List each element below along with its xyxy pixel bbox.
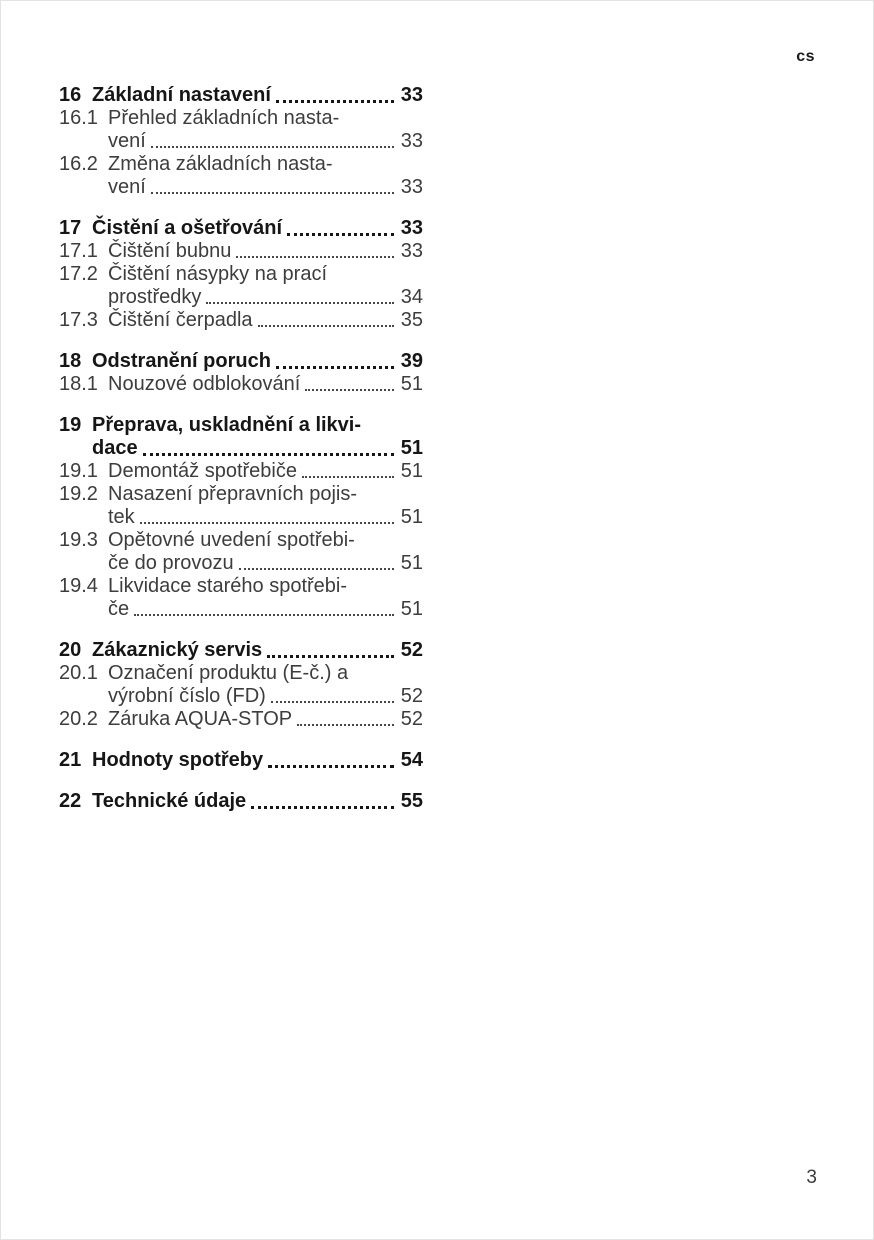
chapter-heading-content — [92, 350, 423, 373]
chapter-heading-number: 16 — [59, 84, 82, 106]
toc-line — [108, 662, 423, 685]
toc-line — [108, 286, 423, 309]
dot-leader — [276, 100, 394, 103]
toc-entry — [59, 662, 423, 708]
toc-entry-page: 51 — [400, 373, 423, 395]
chapter-heading-number: 19 — [59, 414, 82, 436]
toc-entry-content — [108, 309, 423, 332]
toc-line — [108, 506, 423, 529]
chapter-heading-text: Základní nastavení — [92, 84, 271, 106]
toc-line — [108, 263, 423, 286]
toc-entry-page: 51 — [400, 598, 423, 620]
chapter-heading — [59, 84, 423, 107]
toc-entry-text: tek — [108, 506, 135, 528]
toc-chapter — [59, 414, 423, 621]
chapter-heading-page: 55 — [400, 790, 423, 812]
toc-entry — [59, 708, 423, 731]
toc-entry-content — [108, 575, 423, 621]
toc-entry-number: 20.2 — [59, 708, 98, 730]
toc-entry — [59, 575, 423, 621]
chapter-heading — [59, 217, 423, 240]
chapter-heading-text: dace — [92, 437, 138, 459]
chapter-heading-page: 39 — [400, 350, 423, 372]
toc-line — [92, 639, 423, 662]
chapter-heading-page: 33 — [400, 217, 423, 239]
dot-leader — [236, 256, 393, 258]
chapter-heading-text: Zákaznický servis — [92, 639, 263, 661]
chapter-heading — [59, 790, 423, 813]
toc-line — [92, 749, 423, 772]
toc-entry-number: 20.1 — [59, 662, 98, 684]
toc-line — [108, 309, 423, 332]
dot-leader — [305, 389, 393, 391]
toc-entry-number: 17.2 — [59, 263, 98, 285]
dot-leader — [302, 476, 394, 478]
chapter-heading-text: Hodnoty spotřeby — [92, 749, 264, 771]
chapter-heading-number: 18 — [59, 350, 82, 372]
toc-entry-text: če do provozu — [108, 552, 234, 574]
chapter-heading-text: Odstranění poruch — [92, 350, 271, 372]
toc-entry-content — [108, 263, 423, 309]
toc-entry-number: 19.2 — [59, 483, 98, 505]
toc-entry-number: 16.2 — [59, 153, 98, 175]
toc-entry-text: Demontáž spotřebiče — [108, 460, 297, 482]
toc-entry-page: 35 — [400, 309, 423, 331]
dot-leader — [297, 724, 394, 726]
toc-entry-number: 16.1 — [59, 107, 98, 129]
toc-chapter — [59, 84, 423, 199]
toc-line — [108, 130, 423, 153]
page-number: 3 — [806, 1167, 817, 1188]
chapter-heading-number: 21 — [59, 749, 82, 771]
toc-entry-text: Čištění násypky na prací — [108, 263, 327, 285]
toc-entry — [59, 309, 423, 332]
dot-leader — [239, 568, 394, 570]
chapter-heading-content — [92, 749, 423, 772]
toc-entry-page: 33 — [400, 130, 423, 152]
dot-leader — [258, 325, 394, 327]
toc-entry — [59, 153, 423, 199]
dot-leader — [276, 366, 394, 369]
toc-entry-page: 33 — [400, 240, 423, 262]
toc-entry-text: Nasazení přepravních pojis- — [108, 483, 358, 505]
toc-entry-text: prostředky — [108, 286, 202, 308]
dot-leader — [151, 146, 394, 148]
toc-line — [92, 350, 423, 373]
toc-entry-text: Přehled základních nasta- — [108, 107, 340, 129]
chapter-heading-page: 54 — [400, 749, 423, 771]
toc-chapter — [59, 217, 423, 332]
toc-entry-text: Změna základních nasta- — [108, 153, 333, 175]
chapter-heading — [59, 414, 423, 460]
chapter-heading-content — [92, 414, 423, 460]
chapter-heading-page: 33 — [400, 84, 423, 106]
dot-leader — [287, 233, 394, 236]
toc-entry-text: če — [108, 598, 130, 620]
dot-leader — [140, 522, 394, 524]
toc-entry-page: 51 — [400, 460, 423, 482]
dot-leader — [271, 701, 394, 703]
toc-entry-content — [108, 107, 423, 153]
toc-chapter — [59, 350, 423, 396]
toc-entry — [59, 263, 423, 309]
dot-leader — [206, 302, 393, 304]
chapter-heading-number: 20 — [59, 639, 82, 661]
dot-leader — [251, 806, 394, 809]
toc-entry-text: Čištění bubnu — [108, 240, 232, 262]
toc-entry-text: Likvidace starého spotřebi- — [108, 575, 348, 597]
toc-entry-text: Nouzové odblokování — [108, 373, 301, 395]
chapter-heading — [59, 749, 423, 772]
toc-line — [108, 708, 423, 731]
toc-line — [108, 529, 423, 552]
toc-entry-number: 18.1 — [59, 373, 98, 395]
toc-entry-content — [108, 153, 423, 199]
toc-entry-content — [108, 240, 423, 263]
toc-line — [108, 598, 423, 621]
language-code-label: cs — [796, 48, 815, 65]
toc-entry-content — [108, 529, 423, 575]
chapter-heading-number: 22 — [59, 790, 82, 812]
toc-entry — [59, 483, 423, 529]
toc-entry-text: výrobní číslo (FD) — [108, 685, 266, 707]
toc-line — [108, 373, 423, 396]
toc-entry-number: 19.4 — [59, 575, 98, 597]
toc-entry — [59, 240, 423, 263]
chapter-heading — [59, 350, 423, 373]
toc-line — [108, 460, 423, 483]
toc-entry-content — [108, 460, 423, 483]
toc-line — [108, 685, 423, 708]
dot-leader — [143, 453, 394, 456]
toc-entry-text: Opětovné uvedení spotřebi- — [108, 529, 355, 551]
toc-entry-text: vení — [108, 130, 146, 152]
toc-line — [108, 552, 423, 575]
toc-entry-content — [108, 373, 423, 396]
toc-entry-content — [108, 483, 423, 529]
toc-entry — [59, 107, 423, 153]
chapter-heading-content — [92, 84, 423, 107]
toc-line — [108, 483, 423, 506]
toc-entry — [59, 460, 423, 483]
chapter-heading-content — [92, 217, 423, 240]
toc-line — [92, 414, 423, 437]
toc-entry-text: Označení produktu (E-č.) a — [108, 662, 349, 684]
toc-chapter — [59, 790, 423, 813]
toc-line — [108, 107, 423, 130]
dot-leader — [267, 655, 394, 658]
chapter-heading-page: 51 — [400, 437, 423, 459]
toc-entry-page: 52 — [400, 685, 423, 707]
toc-entry — [59, 529, 423, 575]
toc-entry-number: 17.3 — [59, 309, 98, 331]
dot-leader — [151, 192, 394, 194]
toc-line — [92, 790, 423, 813]
toc-entry-page: 51 — [400, 552, 423, 574]
toc-entry — [59, 373, 423, 396]
toc-entry-page: 33 — [400, 176, 423, 198]
toc-entry-content — [108, 708, 423, 731]
dot-leader — [268, 765, 394, 768]
toc-entry-page: 34 — [400, 286, 423, 308]
toc-entry-number: 19.3 — [59, 529, 98, 551]
chapter-heading-number: 17 — [59, 217, 82, 239]
toc-chapter — [59, 749, 423, 772]
dot-leader — [134, 614, 394, 616]
toc-line — [92, 217, 423, 240]
table-of-contents — [59, 84, 423, 813]
chapter-heading-content — [92, 639, 423, 662]
chapter-heading-text: Technické údaje — [92, 790, 247, 812]
toc-line — [108, 176, 423, 199]
toc-line — [92, 84, 423, 107]
chapter-heading — [59, 639, 423, 662]
toc-line — [108, 153, 423, 176]
toc-entry-page: 51 — [400, 506, 423, 528]
toc-line — [92, 437, 423, 460]
toc-line — [108, 575, 423, 598]
toc-entry-number: 19.1 — [59, 460, 98, 482]
toc-entry-page: 52 — [400, 708, 423, 730]
toc-chapter — [59, 639, 423, 731]
chapter-heading-page: 52 — [400, 639, 423, 661]
toc-entry-text: Záruka AQUA-STOP — [108, 708, 293, 730]
toc-line — [108, 240, 423, 263]
chapter-heading-content — [92, 790, 423, 813]
toc-entry-text: Čištění čerpadla — [108, 309, 253, 331]
toc-entry-text: vení — [108, 176, 146, 198]
toc-entry-number: 17.1 — [59, 240, 98, 262]
chapter-heading-text: Přeprava, uskladnění a likvi- — [92, 414, 362, 436]
chapter-heading-text: Čistění a ošetřování — [92, 217, 283, 239]
toc-entry-content — [108, 662, 423, 708]
